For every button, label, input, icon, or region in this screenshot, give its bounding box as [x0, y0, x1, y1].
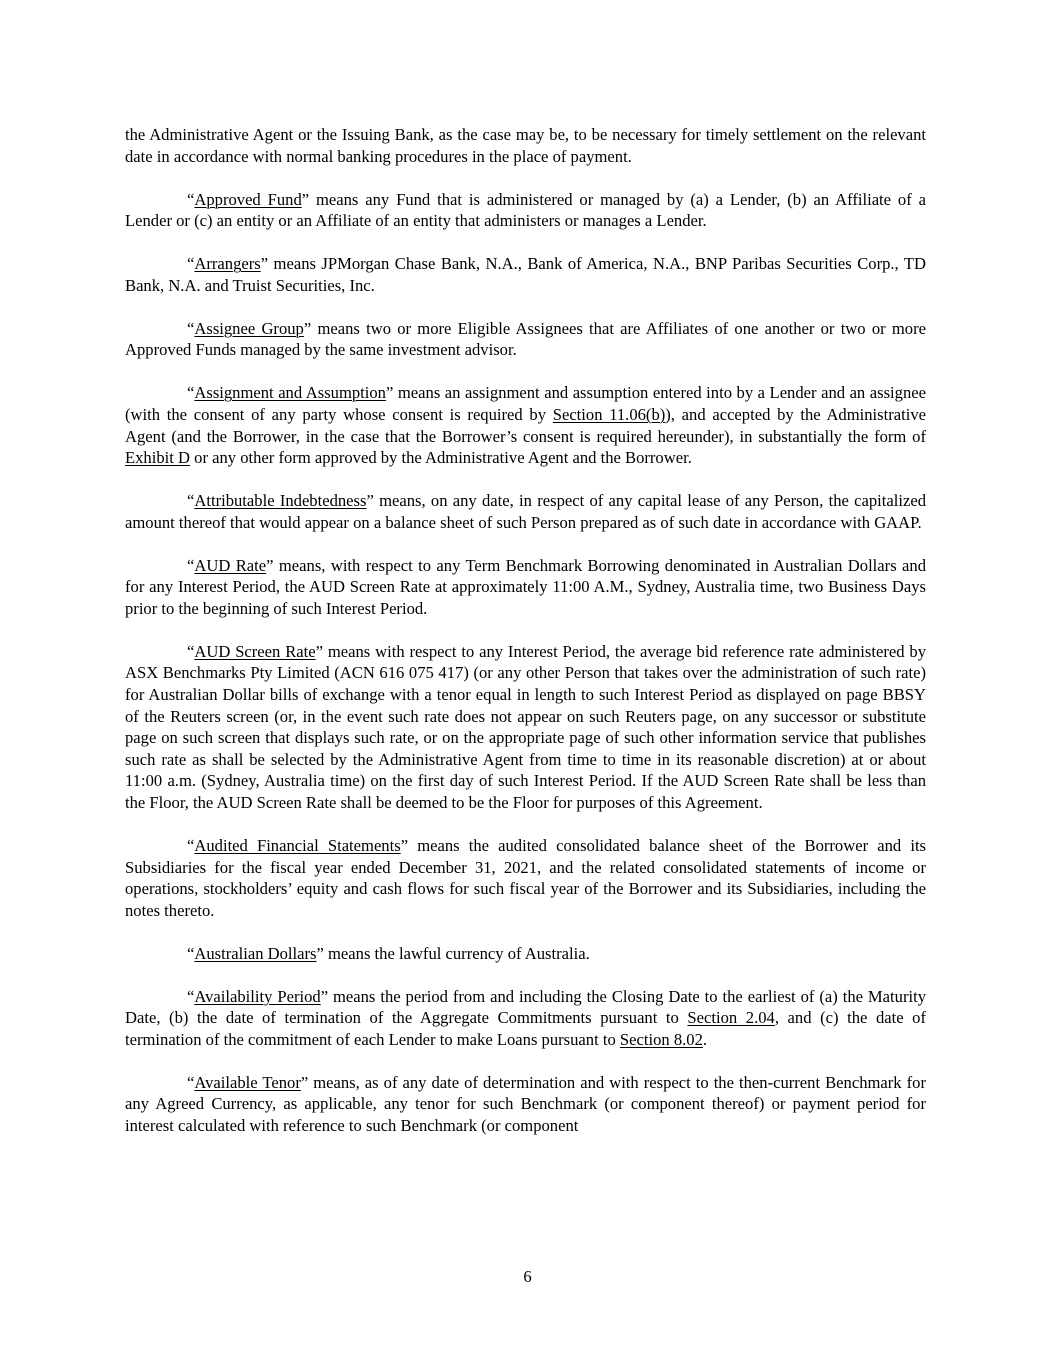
definition-paragraph	[125, 124, 926, 167]
paragraph-text: “	[187, 254, 195, 274]
defined-term: Australian Dollars	[194, 943, 317, 963]
paragraph-text: ” means JPMorgan Chase Bank, N.A., Bank of America, N.A., BNP Paribas Securities Corp., TD Bank, N.A. and Truist Securities, Inc.	[125, 254, 926, 295]
paragraph-text: “	[187, 1072, 195, 1092]
defined-term: Section 11.06(b)	[552, 404, 666, 424]
paragraph-text: ” means two or more Eligible Assignees that are Affiliates of one another or two or more Approved Funds managed by the same investment advisor.	[125, 318, 926, 360]
paragraph-text: ” means the lawful currency of Australia.	[316, 943, 590, 963]
paragraph-text: ” means the audited consolidated balance sheet of the Borrower and its Subsidiaries for the fiscal year ended December 31, 2021, and the related consolidated statements of income or operations, stockholders’ equity and cash flows for such fiscal year of the Borrower and its Subsidiaries, including the notes thereto.	[125, 835, 927, 920]
paragraph-text: ” means an assignment and assumption entered into by a Lender and an assignee (with the consent of any party whose consent is required by	[125, 383, 926, 424]
paragraph-text: “	[187, 555, 195, 575]
paragraph-text: ” means any Fund that is administered or managed by (a) a Lender, (b) an Affiliate of a Lender or (c) an entity or an Affiliate of an entity that administers or manages a Lender.	[125, 189, 926, 231]
paragraph-text: “	[187, 835, 195, 855]
paragraph-text: the Administrative Agent or the Issuing Bank, as the case may be, to be necessary for timely settlement on the relevant date in accordance with normal banking procedures in the place of payment.	[125, 125, 926, 166]
paragraph-text: ” means the period from and including the Closing Date to the earliest of (a) the Maturity Date, (b) the date of termination of the Aggregate Commitments pursuant to	[125, 986, 926, 1028]
paragraph-text: .	[702, 1029, 708, 1049]
defined-term: Section 8.02	[619, 1029, 703, 1049]
paragraph-text: or any other form approved by the Administrative Agent and the Borrower.	[190, 448, 692, 468]
definition-paragraph	[125, 835, 926, 921]
defined-term: Availability Period	[194, 986, 321, 1006]
definition-paragraph	[125, 253, 926, 296]
paragraph-text: ), and accepted by the Administrative Agent (and the Borrower, in the case that the Borrower’s consent is required hereunder), in substantially the form of	[125, 404, 926, 446]
defined-term: Assignment and Assumption	[194, 383, 386, 403]
paragraph-text: “	[187, 641, 195, 661]
paragraph-text: ” means, as of any date of determination and with respect to the then-current Benchmark for any Agreed Currency, as applicable, any tenor for such Benchmark (or component thereof) or payment period for interest calculated with reference to such Benchmark (or component	[125, 1072, 926, 1136]
definition-paragraph	[125, 382, 926, 468]
defined-term: Arrangers	[194, 254, 261, 274]
document-page	[125, 124, 926, 1158]
paragraph-text: ” means, on any date, in respect of any capital lease of any Person, the capitalized amount thereof that would appear on a balance sheet of such Person prepared as of such date in accordance with GAAP.	[125, 491, 927, 532]
defined-term: Section 2.04	[687, 1008, 775, 1028]
definition-paragraph	[125, 555, 926, 620]
paragraph-text: “	[187, 383, 195, 403]
paragraph-text: , and (c) the date of termination of the commitment of each Lender to make Loans pursuant to	[125, 1008, 926, 1049]
paragraph-text: “	[187, 491, 195, 511]
defined-term: Attributable Indebtedness	[194, 491, 367, 511]
paragraph-text: ” means, with respect to any Term Benchmark Borrowing denominated in Australian Dollars and for any Interest Period, the AUD Screen Rate at approximately 11:00 A.M., Sydney, Australia time, two Business Days prior to the beginning of such Interest Period.	[125, 555, 926, 618]
page-number: 6	[523, 1267, 532, 1286]
defined-term: Approved Fund	[194, 189, 302, 209]
defined-term: Audited Financial Statements	[194, 835, 401, 855]
defined-term: Assignee Group	[194, 318, 304, 338]
definition-paragraph	[125, 641, 926, 814]
defined-term: Available Tenor	[194, 1072, 301, 1092]
defined-term: AUD Rate	[194, 555, 267, 575]
paragraph-text: “	[187, 943, 195, 963]
definition-paragraph	[125, 943, 926, 965]
paragraph-text: ” means with respect to any Interest Period, the average bid reference rate administered by ASX Benchmarks Pty Limited (ACN 616 075 417) (or any other Person that takes over the administration of such rate) for Australian Dollar bills of exchange with a tenor equal in length to such Interest Period as displayed on page BBSY of the Reuters screen (or, in the event such rate does not appear on such Reuters page, on any successor or substitute page on such screen that displays such rate, or on the appropriate page of such other information service that publishes such rate as shall be selected by the Administrative Agent from time to time in its reasonable discretion) at or about 11:00 a.m. (Sydney, Australia time) on the first day of such Interest Period. If the AUD Screen Rate shall be less than the Floor, the AUD Screen Rate shall be deemed to be the Floor for purposes of this Agreement.	[125, 641, 927, 812]
paragraph-text: “	[187, 986, 195, 1006]
definition-paragraph	[125, 986, 926, 1051]
paragraph-text: “	[187, 318, 195, 338]
document-body	[125, 124, 926, 1137]
definition-paragraph	[125, 1072, 926, 1137]
paragraph-text: “	[187, 189, 195, 209]
definition-paragraph	[125, 318, 926, 361]
defined-term: Exhibit D	[125, 448, 190, 468]
definition-paragraph	[125, 490, 926, 533]
defined-term: AUD Screen Rate	[194, 641, 316, 661]
definition-paragraph	[125, 189, 926, 232]
